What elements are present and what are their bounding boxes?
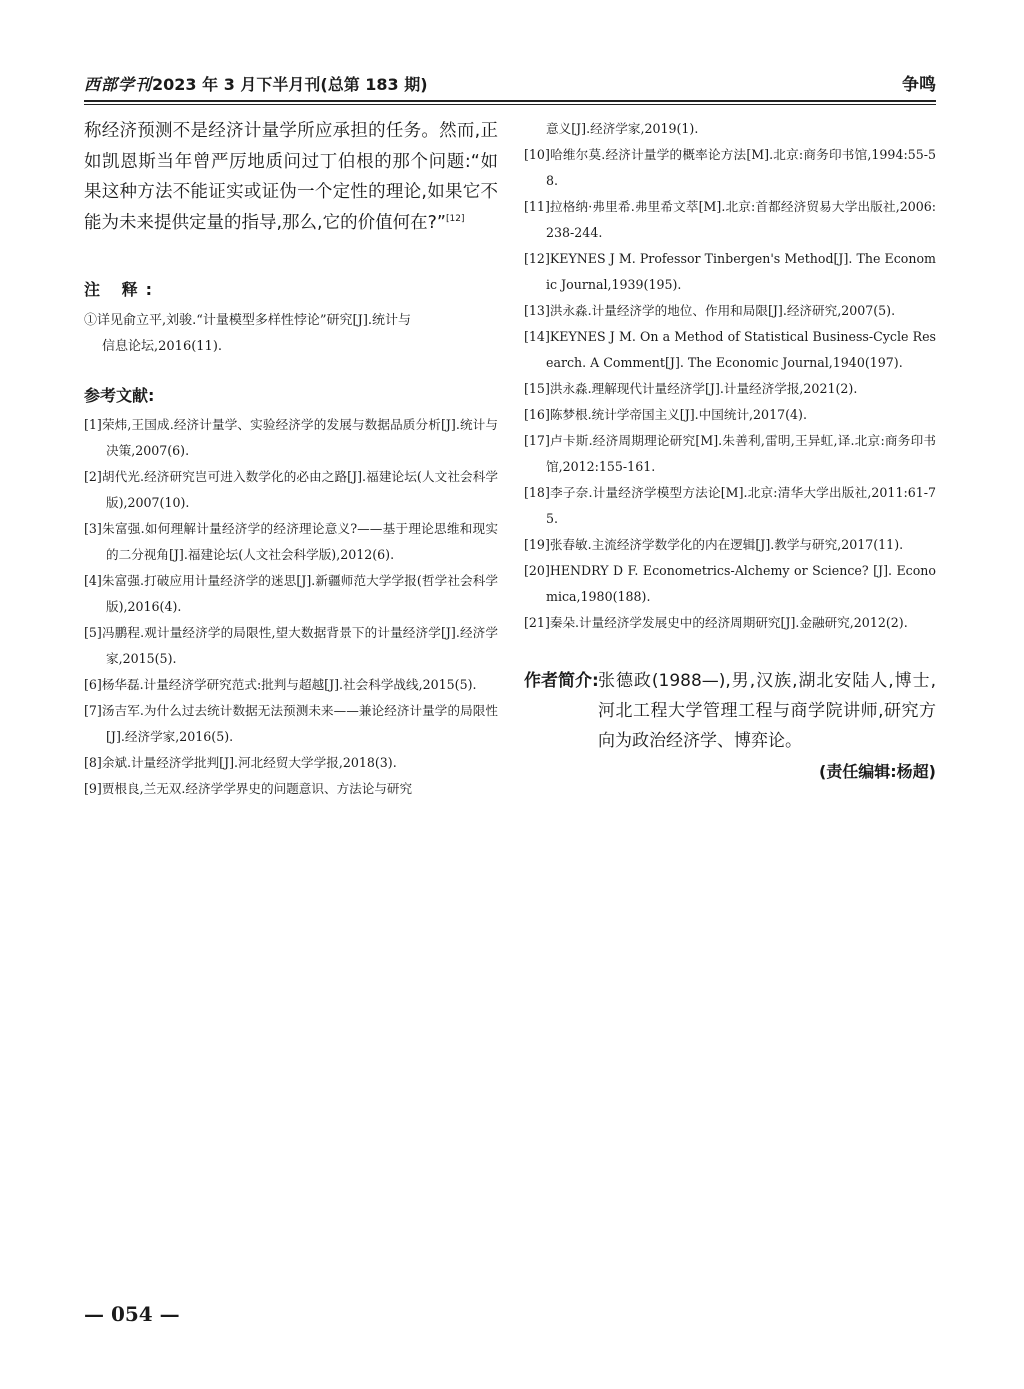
reference-item: [12]KEYNES J M. Professor Tinbergen's Method[J]. The Economic Journal,1939(195).	[524, 251, 936, 292]
reference-item: [19]张春敏.主流经济学数学化的内在逻辑[J].教学与研究,2017(11).	[524, 537, 904, 552]
reference-item: [18]李子奈.计量经济学模型方法论[M].北京:清华大学出版社,2011:61-75.	[524, 485, 936, 526]
reference-item: [4]朱富强.打破应用计量经济学的迷思[J].新疆师范大学学报(哲学社会科学版),2016(4).	[84, 573, 498, 614]
references-title: 参考文献:	[84, 386, 155, 405]
reference-item: [16]陈梦根.统计学帝国主义[J].中国统计,2017(4).	[524, 407, 807, 422]
reference-item: [10]哈维尔莫.经济计量学的概率论方法[M].北京:商务印书馆,1994:55-58.	[524, 147, 936, 188]
reference-item: [21]秦朵.计量经济学发展史中的经济周期研究[J].金融研究,2012(2).	[524, 615, 908, 630]
reference-item: [7]汤吉军.为什么过去统计数据无法预测未来——兼论经济计量学的局限性[J].经济学家,2016(5).	[84, 703, 498, 744]
body-paragraph	[84, 116, 498, 238]
header-rule	[84, 100, 936, 102]
author-bio	[524, 666, 936, 756]
issue-info: 2023 年 3 月下半月刊(总第 183 期)	[152, 75, 428, 94]
note-first-line: ①详见俞立平,刘骏.“计量模型多样性悖论”研究[J].统计与	[84, 313, 412, 328]
header-rule-thin	[84, 104, 936, 105]
reference-continuation: 意义[J].经济学家,2019(1).	[546, 121, 699, 136]
reference-item: [6]杨华磊.计量经济学研究范式:批判与超越[J].社会科学战线,2015(5).	[84, 677, 477, 692]
body-text: 称经济预测不是经济计量学所应承担的任务。然而,正如凯恩斯当年曾严厉地质问过丁伯根的那个问题:“如果这种方法不能证实或证伪一个定性的理论,如果它不能为未来提供定量的指导,那么,它的价值何在?”	[84, 121, 498, 233]
reference-list-left	[84, 412, 498, 802]
note-continuation: 信息论坛,2016(11).	[102, 339, 223, 354]
reference-item: [17]卢卡斯.经济周期理论研究[M].朱善利,雷明,王异虹,译.北京:商务印书馆,2012:155-161.	[524, 433, 936, 474]
reference-item: [14]KEYNES J M. On a Method of Statistical Business-Cycle Research. A Comment[J]. The Economic Journal,1940(197).	[524, 329, 936, 370]
left-column	[84, 116, 498, 802]
note-item	[84, 308, 498, 360]
section-name: 争鸣	[902, 75, 936, 95]
author-text: 张德政(1988—),男,汉族,湖北安陆人,博士,河北工程大学管理工程与商学院讲师,研究方向为政治经济学、博弈论。	[598, 671, 936, 751]
author-label: 作者简介:	[524, 671, 599, 691]
citation-mark: [12]	[445, 213, 465, 224]
journal-logo: 西部学刊	[84, 75, 153, 94]
page-number: — 054 —	[84, 1302, 180, 1326]
reference-item: [1]荣炜,王国成.经济计量学、实验经济学的发展与数据品质分析[J].统计与决策,2007(6).	[84, 417, 498, 458]
reference-item: [13]洪永淼.计量经济学的地位、作用和局限[J].经济研究,2007(5).	[524, 303, 896, 318]
reference-item: [9]贾根良,兰无双.经济学学界史的问题意识、方法论与研究	[84, 781, 413, 796]
journal-issue	[84, 72, 428, 98]
notes-title: 注 释:	[84, 280, 160, 299]
reference-item: [5]冯鹏程.观计量经济学的局限性,望大数据背景下的计量经济学[J].经济学家,2015(5).	[84, 625, 498, 666]
reference-item: [2]胡代光.经济研究岂可进入数学化的必由之路[J].福建论坛(人文社会科学版),2007(10).	[84, 469, 498, 510]
reference-item: [8]余斌.计量经济学批判[J].河北经贸大学学报,2018(3).	[84, 755, 397, 770]
reference-item: [3]朱富强.如何理解计量经济学的经济理论意义?——基于理论思维和现实的二分视角[J].福建论坛(人文社会科学版),2012(6).	[84, 521, 498, 562]
reference-item: [11]拉格纳·弗里希.弗里希文萃[M].北京:首都经济贸易大学出版社,2006:238-244.	[524, 199, 936, 240]
right-column	[524, 116, 936, 786]
responsible-editor: (责任编辑:杨超)	[818, 762, 936, 781]
reference-item: [20]HENDRY D F. Econometrics-Alchemy or Science? [J]. Economica,1980(188).	[524, 563, 936, 604]
running-header	[84, 72, 936, 100]
reference-list-right	[524, 116, 936, 636]
reference-item: [15]洪永淼.理解现代计量经济学[J].计量经济学报,2021(2).	[524, 381, 858, 396]
